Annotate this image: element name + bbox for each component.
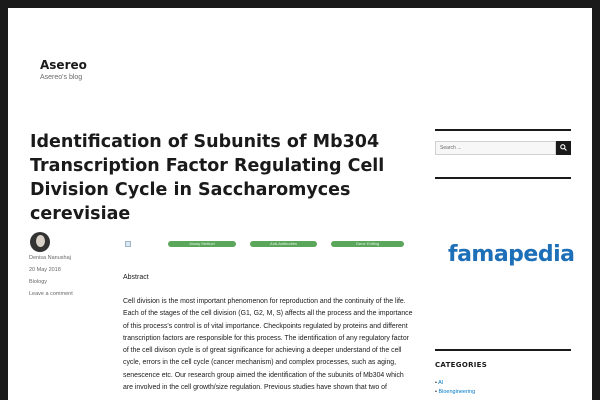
abstract-heading: Abstract — [123, 274, 149, 281]
tag-pill[interactable]: Assay Method — [168, 241, 236, 247]
tag-pill[interactable]: Gene Editing — [331, 241, 404, 247]
post-category[interactable]: Biology — [29, 279, 48, 285]
search-input[interactable]: Search ... — [435, 141, 556, 155]
categories-list — [435, 379, 475, 397]
search-icon — [560, 144, 567, 151]
site-title[interactable]: Asereo — [40, 58, 87, 72]
category-link[interactable]: • AI — [435, 379, 475, 388]
famapedia-logo[interactable]: famapedia — [448, 242, 575, 267]
sidebar-divider — [435, 177, 571, 179]
post-meta — [29, 232, 109, 300]
sidebar-divider — [435, 349, 571, 351]
tag-pill[interactable]: Anti-Antibodies — [250, 241, 317, 247]
categories-title: CATEGORIES — [435, 361, 488, 369]
author-name[interactable]: Denisa Nanushaj — [29, 255, 71, 261]
sidebar-divider — [435, 129, 571, 131]
search-button[interactable] — [556, 141, 571, 155]
post-title[interactable]: Identification of Subunits of Mb304 Transcription Factor Regulating Cell Division Cycle in Saccharomyces cerevisiae — [30, 132, 385, 224]
page — [8, 8, 592, 400]
avatar — [30, 232, 50, 252]
category-link[interactable]: • Bioengineering — [435, 388, 475, 397]
site-description: Asereo's blog — [40, 74, 83, 81]
post-image-row — [125, 241, 405, 247]
leave-comment-link[interactable]: Leave a comment — [29, 291, 73, 297]
broken-image-icon — [125, 241, 131, 247]
abstract-text: Cell division is the most important phenomenon for reproduction and the continuity of the life. Each of the stages of the cell division (G1, G2, M, S) affects all the process and the importance of this process's control is of vital importance. Checkpoints regulated by proteins and different transcription factors are responsible for this process. The identification of any regulatory factor of the cell divison cycle is of great significance for achieving a deeper understand of the cell cycle, errors in the cell cycle (cancer mechanism) and complex processes, such as aging, senescence etc. Our research group aimed the identification of the subunits of Mb304 which are involved in the cell growth/size regulation. Previous studies have shown that two of — [123, 298, 413, 392]
post-date[interactable]: 20 May 2018 — [29, 267, 61, 273]
